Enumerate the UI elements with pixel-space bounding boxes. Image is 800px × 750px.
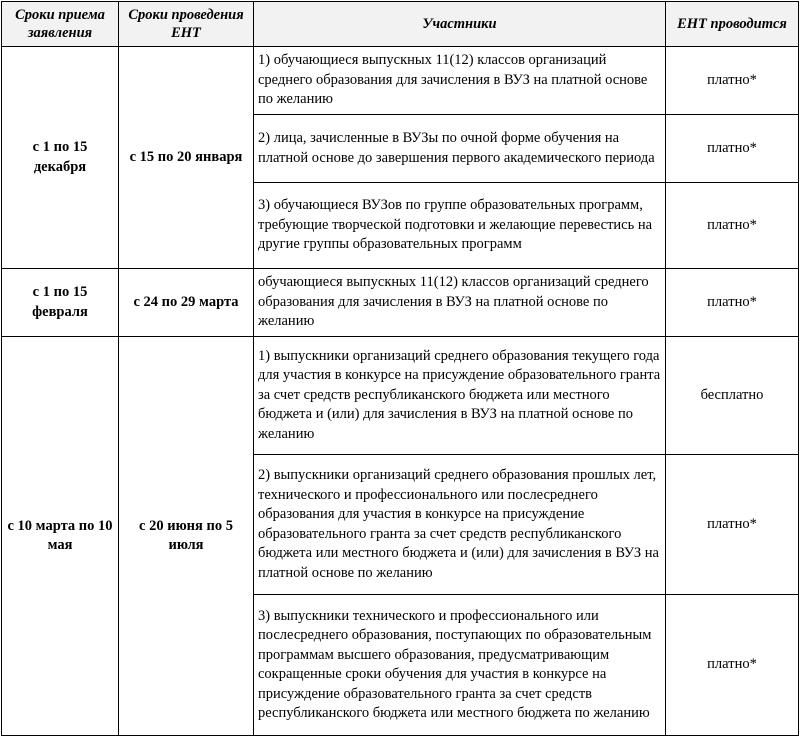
ent-period-cell: с 24 по 29 марта bbox=[119, 269, 254, 337]
table-row bbox=[2, 47, 799, 115]
participants-cell: обучающиеся выпускных 11(12) классов организаций среднего образования для зачисления в ВУЗ на платной основе по желанию bbox=[254, 269, 666, 337]
ent-period-cell: с 15 по 20 января bbox=[119, 47, 254, 269]
fee-cell: платно* bbox=[666, 269, 799, 337]
ent-period-cell: с 20 июня по 5 июля bbox=[119, 337, 254, 736]
participants-cell: 1) выпускники организаций среднего образования текущего года для участия в конкурсе на присуждение образовательного гранта за счет средств республиканского бюджета или местного бюджета и (или) для зачисления в ВУЗ на платной основе по желанию bbox=[254, 337, 666, 455]
header-participants: Участники bbox=[254, 2, 666, 47]
fee-cell: платно* bbox=[666, 455, 799, 595]
application-period-cell: с 10 марта по 10 мая bbox=[2, 337, 119, 736]
participants-cell: 1) обучающиеся выпускных 11(12) классов организаций среднего образования для зачисления в ВУЗ на платной основе по желанию bbox=[254, 47, 666, 115]
application-period-cell: с 1 по 15 февраля bbox=[2, 269, 119, 337]
header-row bbox=[2, 2, 799, 47]
table-row bbox=[2, 269, 799, 337]
participants-cell: 3) выпускники технического и профессионального или послесреднего образования, поступающих по образовательным программам высшего образования, предусматривающим сокращенные сроки обучения для участия в конкурсе на присуждение образовательного гранта за счет средств республиканского бюджета или местного бюджета по желанию bbox=[254, 595, 666, 736]
fee-cell: платно* bbox=[666, 47, 799, 115]
header-ent-fee: ЕНТ проводится bbox=[666, 2, 799, 47]
fee-cell: бесплатно bbox=[666, 337, 799, 455]
ent-schedule-table bbox=[1, 1, 799, 736]
table-row bbox=[2, 337, 799, 455]
fee-cell: платно* bbox=[666, 595, 799, 736]
header-application-period: Сроки приема заявления bbox=[2, 2, 119, 47]
header-ent-period: Сроки проведения ЕНТ bbox=[119, 2, 254, 47]
participants-cell: 2) лица, зачисленные в ВУЗы по очной форме обучения на платной основе до завершения первого академического периода bbox=[254, 115, 666, 183]
application-period-cell: с 1 по 15 декабря bbox=[2, 47, 119, 269]
participants-cell: 2) выпускники организаций среднего образования прошлых лет, технического и профессионального или послесреднего образования для участия в конкурсе на присуждение образовательного гранта за счет средств республиканского бюджета или местного бюджета и (или) для зачисления в ВУЗ на платной основе по желанию bbox=[254, 455, 666, 595]
participants-cell: 3) обучающиеся ВУЗов по группе образовательных программ, требующие творческой подготовки и желающие перевестись на другие группы образовательных программ bbox=[254, 183, 666, 269]
fee-cell: платно* bbox=[666, 183, 799, 269]
fee-cell: платно* bbox=[666, 115, 799, 183]
